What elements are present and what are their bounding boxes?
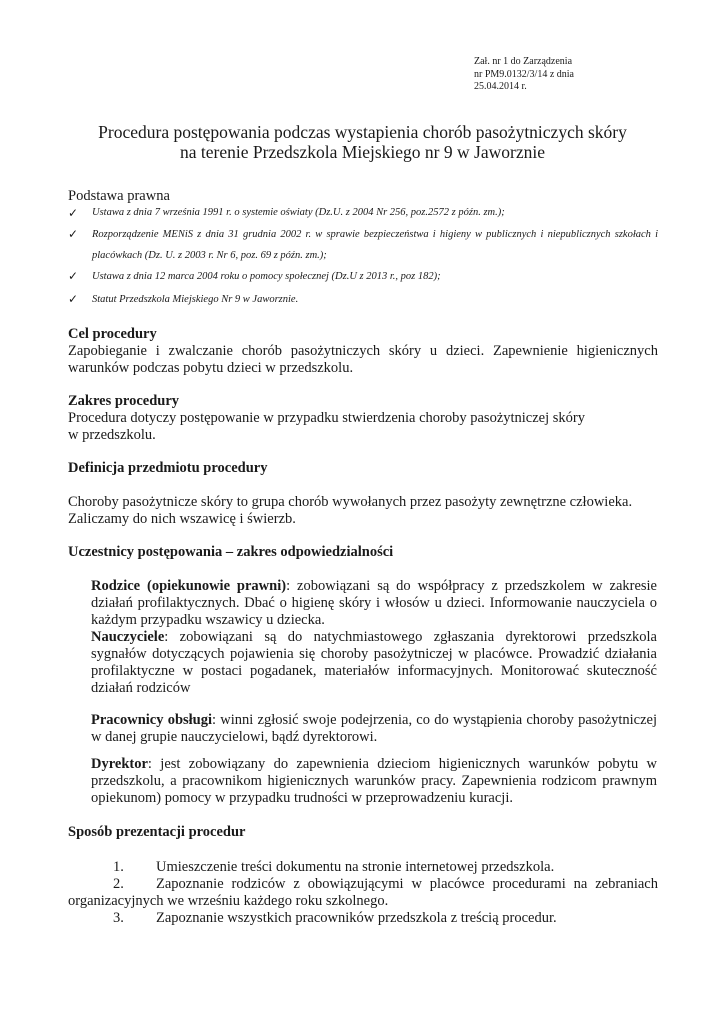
list-item-number: 3.: [113, 910, 124, 926]
list-item-text: Zapoznanie rodziców z obowiązującymi w placówce procedurami na zebraniach organizacyjnych we wrześniu każdego roku szkolnego.: [68, 876, 658, 909]
definition-line-1: Choroby pasożytnicze skóry to grupa chorób wywołanych przez pasożyty zewnętrzne człowieka.: [68, 494, 633, 510]
checkmark-icon: ✓: [68, 292, 79, 306]
legal-item: [68, 224, 658, 266]
annex-line-1: Zał. nr 1 do Zarządzenia: [474, 56, 573, 67]
annex-line-3: 25.04.2014 r.: [474, 81, 527, 92]
goal-section: [68, 326, 658, 377]
list-item: [68, 876, 658, 910]
document-title: [60, 122, 665, 162]
director-label: Dyrektor: [91, 756, 148, 772]
annex-note: [474, 56, 574, 94]
legal-basis-section: [68, 188, 658, 310]
scope-heading: Zakres procedury: [68, 393, 180, 409]
teachers-paragraph: [91, 629, 657, 697]
staff-paragraph: [91, 712, 657, 746]
scope-section: [68, 393, 658, 444]
checkmark-icon: ✓: [68, 227, 79, 241]
scope-line-2: w przedszkolu.: [68, 427, 156, 443]
goal-text: Zapobieganie i zwalczanie chorób pasożytniczych skóry u dzieci. Zapewnienie higienicznych warunków podczas pobytu dzieci w przedszkolu.: [68, 343, 658, 376]
teachers-text: : zobowiązani są do natychmiastowego zgłaszania dyrektorowi przedszkola sygnałów dotyczących pojawienia się choroby pasożytniczej w placówce. Prowadzić działania profilaktyczne w postaci pogadanek, materiałów informacyjnych. Monitorować skuteczność działań rodziców: [91, 629, 657, 696]
list-item-number: 1.: [113, 859, 124, 875]
definition-heading: Definicja przedmiotu procedury: [68, 460, 268, 476]
checkmark-icon: ✓: [68, 269, 79, 283]
list-item: [68, 859, 658, 876]
legal-item-text: Rozporządzenie MENiS z dnia 31 grudnia 2002 r. w sprawie bezpieczeństwa i higieny w publicznych i niepublicznych szkołach i placówkach (Dz. U. z 2003 r. Nr 6, poz. 69 z późn. zm.);: [92, 229, 658, 261]
legal-item: [68, 266, 658, 287]
definition-line-2: Zaliczamy do nich wszawicę i świerzb.: [68, 511, 296, 527]
legal-item-text: Statut Przedszkola Miejskiego Nr 9 w Jaworznie.: [92, 294, 299, 305]
parents-text: : zobowiązani są do współpracy z przedszkolem w zakresie działań profilaktycznych. Dbać o higienę skóry i włosów u dzieci. Informowanie nauczyciela o każdym przypadku wszawicy u dziecka.: [91, 578, 657, 628]
scope-line-1: Procedura dotyczy postępowanie w przypadku stwierdzenia choroby pasożytniczej skóry: [68, 410, 585, 426]
legal-item-text: Ustawa z dnia 7 września 1991 r. o systemie oświaty (Dz.U. z 2004 Nr 256, poz.2572 z późn. zm.);: [92, 207, 505, 218]
checkmark-icon: ✓: [68, 206, 79, 220]
director-text: : jest zobowiązany do zapewnienia dzieciom higienicznych warunków pobytu w przedszkolu, a pracownikom higienicznych warunków pracy. Zapewnienia rodzicom prawnym opiekunom) pomocy w przypadku trudności w przeprowadzeniu kuracji.: [91, 756, 657, 806]
participants-heading-wrap: [68, 544, 658, 561]
legal-item: [68, 206, 658, 220]
teachers-label: Nauczyciele: [91, 629, 165, 645]
annex-line-2: nr PM9.0132/3/14 z dnia: [474, 68, 574, 80]
presentation-heading: Sposób prezentacji procedur: [68, 824, 246, 840]
goal-heading: Cel procedury: [68, 326, 157, 342]
title-line-2: na terenie Przedszkola Miejskiego nr 9 w Jaworznie: [180, 142, 545, 162]
list-item-text: Zapoznanie wszystkich pracowników przedszkola z treścią procedur.: [156, 910, 557, 926]
legal-basis-heading: Podstawa prawna: [68, 188, 170, 204]
staff-text: : winni zgłosić swoje podejrzenia, co do wystąpienia choroby pasożytniczej w danej grupie nauczycielowi, bądź dyrektorowi.: [91, 712, 658, 745]
parents-paragraph: [91, 578, 657, 629]
presentation-heading-wrap: [68, 824, 658, 841]
title-line-1: Procedura postępowania podczas wystapienia chorób pasożytniczych skóry: [98, 122, 627, 142]
staff-label: Pracownicy obsługi: [91, 712, 213, 728]
definition-section: [68, 460, 658, 528]
director-paragraph: [91, 756, 657, 807]
presentation-list: [68, 859, 658, 927]
legal-item: [68, 289, 658, 310]
legal-item-text: Ustawa z dnia 12 marca 2004 roku o pomocy społecznej (Dz.U z 2013 r., poz 182);: [92, 271, 441, 282]
parents-label: Rodzice (opiekunowie prawni): [91, 578, 287, 594]
list-item: [68, 910, 658, 927]
participants-heading: Uczestnicy postępowania – zakres odpowiedzialności: [68, 544, 394, 560]
list-item-text: Umieszczenie treści dokumentu na stronie internetowej przedszkola.: [156, 859, 555, 875]
list-item-number: 2.: [113, 876, 124, 892]
